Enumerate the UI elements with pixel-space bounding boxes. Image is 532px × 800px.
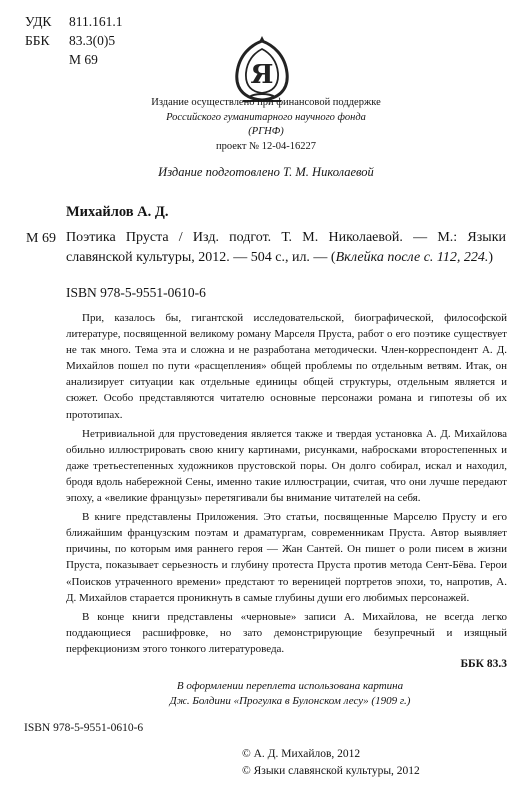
bbk-row [25, 31, 123, 50]
funding-line-3: (РГНФ) [248, 126, 284, 137]
copyright-publisher: © Языки славянской культуры, 2012 [242, 764, 420, 777]
funding-note [30, 96, 502, 154]
funding-line-1: Издание осуществлено при финансовой поддержке [151, 97, 381, 108]
abstract-paragraph: В книге представлены Приложения. Это статьи, посвященные Марселю Прусту и его ближайшим французским поэтам и драматургам, современникам Пруста. Автор выявляет причины, по которым имя раннего героя — Жан Сантей. Он пишет о роли писем в жизни Пруста, показывает серьезность и глубину протеста Пруста против метода Сент-Бёва. Герои «Поисков утраченного времени» предстают то вереницей портретов эпохи, то, напротив, А. Д. Михайлов старается проникнуть в самые глубины души его любимых персонажей. [66, 511, 507, 604]
cover-note [110, 679, 470, 709]
catalog-mark: М 69 [26, 231, 56, 246]
udk-row [25, 12, 123, 31]
funding-line-4: проект № 12-04-16227 [216, 140, 316, 152]
bbk-key: ББК [25, 33, 50, 48]
abstract-paragraph: При, казалось бы, гигантской исследовательской, биографической, философской литературе, посвященной великому роману Марселя Пруста, работ о его поэтике существует не так много. Тема эта и сложна и не разработана методически. Член-корреспондент А. Д. Михайлов пошел по пути «расщепления» общей проблемы по отдельным ветвям. Итак, он анализирует ситуации как отдельные единицы общей структуры, отдельным является и сюжет. Особо представляются читателю основные персонажи романа и гипотезы об их прототипах. [66, 312, 507, 421]
copyright-author: © А. Д. Михайлов, 2012 [242, 748, 361, 760]
author-mark-row [25, 50, 123, 69]
svg-text:Я: Я [250, 60, 274, 90]
copyright-block [242, 746, 420, 779]
bbk-value: 83.3(0)5 [69, 33, 116, 48]
classification-codes [25, 12, 123, 69]
biblio-insert-note: Вклейка после с. 112, 224. [335, 249, 489, 265]
prepared-by: Издание подготовлено Т. М. Николаевой [158, 165, 374, 179]
cover-line-1: В оформлении переплета использована картина [176, 680, 404, 692]
abstract-paragraph: Нетривиальной для прустоведения является также и твердая установка А. Д. Михайлова обильно иллюстрировать свою книгу картинами, рисунками, набросками второстепенных и даже третьестепенных художников прустовской поры. Он долго собирал, искал и находил, бродя вдоль набережной Сены, именно такие иллюстрации, считая, что они лучше передают эпоху, а «великие французы» перетягивали бы внимание читателей на себя. [66, 427, 507, 505]
publisher-emblem-icon [229, 33, 295, 105]
biblio-end: ) [488, 249, 494, 265]
abstract-paragraph: В конце книги представлены «черновые» записи А. Михайлова, не всегда легко поддающиеся расшифровке, но зато демонстрирующие безупречный и изящный перфекционизм этого тонкого литературоведа. [66, 610, 507, 655]
author-name: Михайлов А. Д. [66, 204, 169, 220]
udk-value: 811.161.1 [69, 14, 123, 29]
biblio-main: Поэтика Пруста / Изд. подгот. Т. М. Николаевой. — М.: Языки славянской культуры, 2012. — 504 с., ил. — ( [66, 230, 506, 265]
bibliographic-entry [66, 228, 506, 267]
isbn-top: ISBN 978-5-9551-0610-6 [66, 285, 206, 300]
bbk-bottom: ББК 83.3 [460, 658, 507, 670]
author-mark-value: М 69 [69, 52, 98, 67]
isbn-bottom: ISBN 978-5-9551-0610-6 [24, 722, 144, 734]
funding-line-2: Российского гуманитарного научного фонда [166, 111, 366, 123]
abstract [66, 310, 507, 660]
cover-line-2: Дж. Болдини «Прогулка в Булонском лесу» (1909 г.) [169, 695, 411, 707]
udk-key: УДК [25, 14, 52, 29]
